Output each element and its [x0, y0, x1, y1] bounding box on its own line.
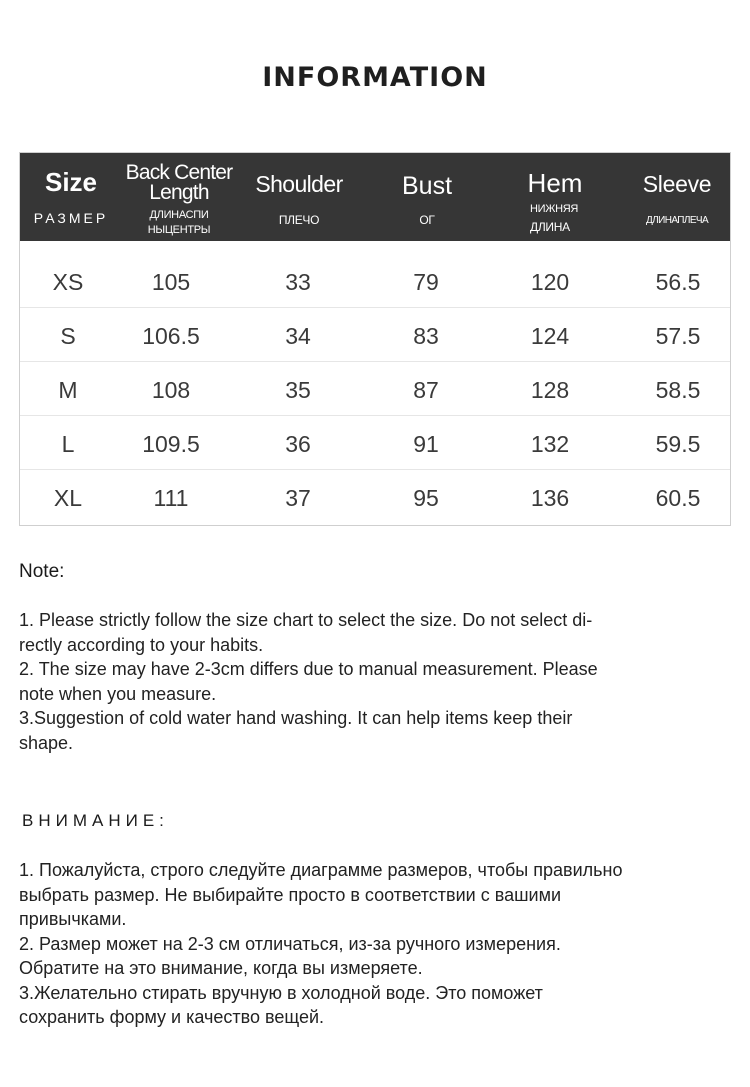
measurement-cell: 57.5 — [655, 323, 701, 349]
measurement-cell: 128 — [530, 377, 570, 403]
text-line: 2. Размер может на 2-3 см отличаться, из-за ручного измерения. — [19, 933, 561, 954]
text-line: 3.Suggestion of cold water hand washing. It can help items keep their — [19, 708, 573, 728]
measurement-cell: 60.5 — [655, 485, 701, 511]
table-row — [20, 361, 730, 416]
measurement-cell: 95 — [413, 485, 439, 511]
measurement-cell: 79 — [413, 269, 439, 295]
measurement-cell: 105 — [151, 269, 191, 295]
ru-note-body — [19, 858, 719, 1030]
header-length-label: Length — [149, 181, 209, 204]
header-back-center-ru-2: НЫЦЕНТРЫ — [147, 224, 211, 236]
table-row — [20, 253, 730, 308]
measurement-cell: 124 — [530, 323, 570, 349]
measurement-cell: 36 — [285, 431, 311, 457]
text-line: 3.Желательно стирать вручную в холодной воде. Это поможет — [19, 982, 543, 1003]
text-line: shape. — [19, 732, 74, 753]
measurement-cell: 108 — [151, 377, 191, 403]
text-line: сохранить форму и качество вещей. — [19, 1007, 325, 1027]
size-cell: XL — [53, 485, 83, 511]
text-line: 1. Пожалуйста, строго следуйте диаграмме размеров, чтобы правильно — [19, 860, 623, 880]
header-bust-label: Bust — [401, 172, 453, 200]
header-back-center-length — [120, 153, 238, 241]
table-row — [20, 469, 730, 523]
size-cell: L — [61, 431, 75, 457]
text-line: выбрать размер. Не выбирайте просто в соответствии с вашими — [19, 884, 562, 905]
header-hem-ru-2: ДЛИНА — [530, 220, 570, 234]
table-row — [20, 415, 730, 470]
note-body — [19, 608, 719, 755]
table-header — [20, 153, 730, 241]
header-sleeve-label: Sleeve — [642, 171, 712, 197]
size-cell: XS — [52, 269, 84, 295]
note-heading: Note: — [19, 561, 65, 582]
header-back-center-label: Back Center — [125, 161, 233, 184]
table-row — [20, 307, 730, 362]
size-cell: S — [60, 323, 76, 349]
measurement-cell: 35 — [285, 377, 311, 403]
ru-note-heading: ВНИМАНИЕ: — [22, 811, 169, 830]
header-bust — [373, 153, 481, 241]
measurement-cell: 33 — [285, 269, 311, 295]
text-line: привычками. — [19, 909, 127, 929]
header-sleeve-ru: ДЛИНАПЛЕЧА — [645, 215, 709, 226]
measurement-cell: 136 — [530, 485, 570, 511]
text-line: note when you measure. — [19, 683, 217, 704]
header-shoulder — [245, 153, 353, 241]
measurement-cell: 56.5 — [655, 269, 701, 295]
header-size — [20, 153, 122, 241]
measurement-cell: 87 — [413, 377, 439, 403]
header-hem — [498, 153, 612, 241]
measurement-cell: 111 — [153, 485, 189, 511]
header-shoulder-label: Shoulder — [255, 171, 343, 197]
header-sleeve — [623, 153, 731, 241]
measurement-cell: 83 — [413, 323, 439, 349]
measurement-cell: 59.5 — [655, 431, 701, 457]
page-title: INFORMATION — [262, 62, 488, 93]
measurement-cell: 91 — [413, 431, 439, 457]
text-line: rectly according to your habits. — [19, 634, 264, 655]
measurement-cell: 34 — [285, 323, 311, 349]
text-line: Обратите на это внимание, когда вы измеряете. — [19, 958, 423, 978]
header-size-label: Size — [44, 167, 98, 197]
text-line: 2. The size may have 2-3cm differs due to manual measurement. Please — [19, 659, 598, 679]
measurement-cell: 37 — [285, 485, 311, 511]
header-hem-ru-1: НИЖНЯЯ — [530, 203, 579, 215]
measurement-cell: 109.5 — [142, 431, 200, 457]
measurement-cell: 120 — [530, 269, 570, 295]
measurement-cell: 132 — [530, 431, 570, 457]
measurement-cell: 58.5 — [655, 377, 701, 403]
size-cell: M — [58, 377, 78, 403]
header-size-ru: РАЗМЕР — [33, 210, 109, 226]
header-hem-label: Hem — [527, 168, 583, 198]
measurement-cell: 106.5 — [142, 323, 200, 349]
text-line: 1. Please strictly follow the size chart to select the size. Do not select di- — [19, 610, 593, 630]
header-back-center-ru-1: ДЛИНАСПИ — [149, 209, 209, 221]
header-shoulder-ru: ПЛЕЧО — [278, 213, 320, 227]
size-table — [19, 152, 731, 526]
header-bust-ru: ОГ — [419, 213, 435, 227]
